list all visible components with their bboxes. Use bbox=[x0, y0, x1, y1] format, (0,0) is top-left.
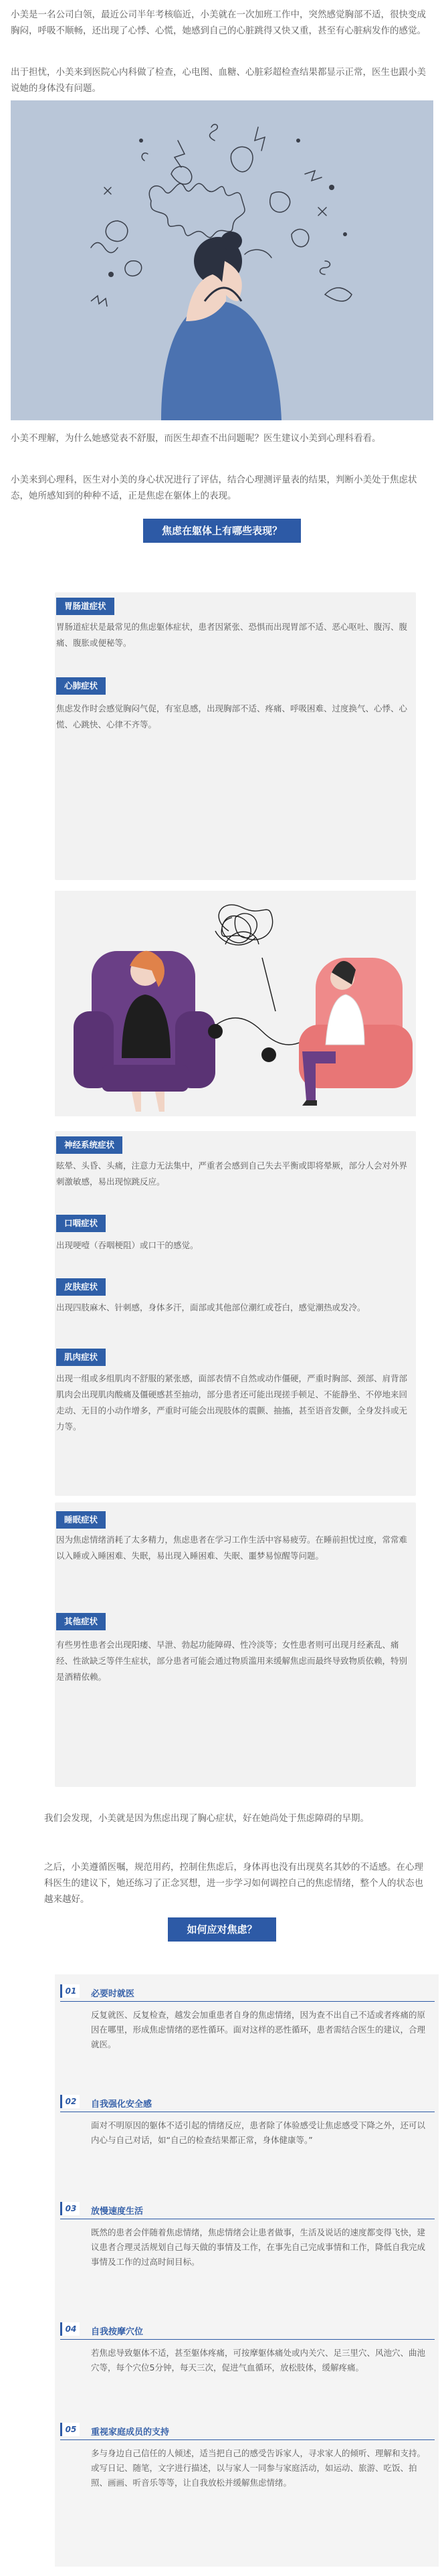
therapy-session-illustration bbox=[55, 891, 416, 1116]
tag-other: 其他症状 bbox=[56, 1613, 106, 1630]
text-muscular: 出现一组或多组肌肉不舒服的紧张感，面部表情不自然或动作僵硬，严重时胸部、颈部、肩背部肌肉会出现肌肉酸痛及僵硬感甚至抽动，部分患者还可能出现搓手顿足、不能静坐、不停地来回走动、无目的小动作增多，严重时可能会出现肢体的震颤、抽搐，甚至语音发颤，全身发抖或无力等。 bbox=[56, 1373, 408, 1432]
tag-gastrointestinal: 胃肠道症状 bbox=[56, 598, 114, 615]
middle-paragraph-1: 我们会发现，小美就是因为焦虑出现了胸心症状，好在她尚处于焦虑障碍的早期。 bbox=[44, 1813, 369, 1824]
text-other: 有些男性患者会出现阳痿、早泄、勃起功能障碍、性冷淡等；女性患者则可出现月经紊乱、痛经、性欲缺乏等伴生症状，部分患者可能会通过物质滥用来缓解焦虑而最终导致物质依赖，特别是酒精依赖。 bbox=[56, 1640, 408, 1682]
tip-number-3: 03 bbox=[60, 2202, 80, 2215]
therapy-illustration-svg bbox=[55, 891, 416, 1116]
tip-text-1: 反复就医、反复检查，越发会加重患者自身的焦虑情绪，因为查不出自己不适或者疼痛的原因在哪里，形成焦虑情绪的恶性循环。面对这样的恶性循环，患者需结合医生的建议，合理就医。 bbox=[91, 2010, 426, 2049]
intro-paragraph-1: 小美是一名公司白领，最近公司半年考核临近，小美就在一次加班工作中，突然感觉胸部不适，很快变成胸闷，呼吸不顺畅，还出现了心悸、心慌，她感到自己的心脏跳得又快又重，甚至有心脏病发作的感觉。 bbox=[11, 9, 426, 36]
section-title-coping: 如何应对焦虑？ bbox=[0, 1917, 444, 1942]
tip-title-4: 自我按摩穴位 bbox=[91, 2327, 144, 2337]
tag-sleep: 睡眠症状 bbox=[56, 1511, 106, 1529]
tag-cardiopulmonary: 心肺症状 bbox=[56, 677, 106, 695]
tag-neurological: 神经系统症状 bbox=[56, 1136, 122, 1154]
tip-text-5: 多与身边自己信任的人倾述，适当把自己的感受告诉家人，寻求家人的倾听、理解和支持。或写日记、随笔，文字进行描述，以与家人一同参与家庭活动，如运动、旅游、吃饭、拍照、画画、听音乐等等，让自我放松并缓解焦虑情绪。 bbox=[91, 2448, 426, 2488]
tip-text-4: 若焦虑导致躯体不适，甚至躯体疼痛，可按摩躯体痛处或内关穴、足三里穴、风池穴、曲池穴等，每个穴位5分钟，每天三次，促进气血循环，放松肢体，缓解疼痛。 bbox=[91, 2348, 426, 2373]
tip-title-3: 放慢速度生活 bbox=[91, 2207, 144, 2217]
intro-paragraph-4: 小美来到心理科，医生对小美的身心状况进行了评估，结合心理测评量表的结果，判断小美处于焦虑状态，她所感知到的种种不适，正是焦虑在躯体上的表现。 bbox=[11, 475, 417, 501]
tip-text-3: 既然的患者会伴随着焦虑情绪，焦虑情绪会让患者做事，生活及说话的速度都变得飞快，建议患者合理灵活规划自己每天做的事情及工作，在事先自己完成事情和工作，降低自我完成事情及工作的过高时间目标。 bbox=[91, 2227, 426, 2267]
tip-title-2: 自我强化安全感 bbox=[91, 2099, 152, 2110]
intro-paragraph-3: 小美不理解，为什么她感觉表不舒服，而医生却查不出问题呢？医生建议小美到心理科看看。 bbox=[11, 433, 381, 444]
tip-text-2: 面对不明原因的躯体不适引起的情绪反应，患者除了体验感受让焦虑感受下降之外，还可以内心与自己对话，如“自己的检查结果都正常，身体健康等。” bbox=[91, 2120, 426, 2145]
text-neurological: 眩晕、头昏、头痛，注意力无法集中，严重者会感到自己失去平衡或即将晕厥，部分人会对外界刺激敏感，易出现惊跳反应。 bbox=[56, 1161, 408, 1187]
tip-divider-4 bbox=[60, 2339, 435, 2340]
anxious-woman-illustration bbox=[11, 100, 433, 420]
tip-number-1: 01 bbox=[60, 1984, 80, 1998]
tip-divider-1 bbox=[60, 2001, 435, 2002]
hero-illustration bbox=[11, 100, 433, 420]
tip-title-5: 重视家庭成员的支持 bbox=[91, 2427, 170, 2437]
tip-divider-5 bbox=[60, 2439, 435, 2440]
tip-title-1: 必要时就医 bbox=[91, 1989, 135, 1999]
tag-oropharyngeal: 口咽症状 bbox=[56, 1215, 106, 1232]
intro-paragraph-2: 出于担忧，小美来到医院心内科做了检查，心电图、血糖、心脏彩超检查结果都显示正常，医生也跟小美说她的身体没有问题。 bbox=[11, 67, 426, 94]
tip-number-2: 02 bbox=[60, 2095, 80, 2108]
tip-number-5: 05 bbox=[60, 2423, 80, 2436]
tag-muscular: 肌肉症状 bbox=[56, 1349, 106, 1366]
tip-number-4: 04 bbox=[60, 2322, 80, 2336]
section-title-symptoms: 焦虑在躯体上有哪些表现？ bbox=[0, 519, 444, 543]
middle-paragraph-2: 之后，小美遵循医嘱，规范用药，控制住焦虑后，身体再也没有出现莫名其妙的不适感。在心理科医生的建议下，她还练习了正念冥想，进一步学习如何调控自己的焦虑情绪，整个人的状态也越来越好。 bbox=[44, 1862, 423, 1905]
text-cardiopulmonary: 焦虑发作时会感觉胸闷气促，有室息感，出现胸部不适、疼痛、呼吸困难、过度换气、心悸、心慌、心跳快、心律不齐等。 bbox=[56, 703, 408, 729]
text-sleep: 因为焦虑情绪消耗了太多精力，焦虑患者在学习工作生活中容易疲劳。在睡前担忧过度，常常难以入睡或入睡困难、失眠，易出现入睡困难、失眠、噩梦易惊醒等问题。 bbox=[56, 1535, 408, 1561]
tag-skin: 皮肤症状 bbox=[56, 1278, 106, 1296]
text-gastrointestinal: 胃肠道症状是最常见的焦虑躯体症状，患者因紧张、恐惧而出现胃部不适、恶心呕吐、腹泻、腹痛、腹胀或便秘等。 bbox=[56, 622, 408, 648]
text-skin: 出现四肢麻木、针刺感，身体多汗，面部或其他部位潮红或苍白，感觉潮热或发冷。 bbox=[56, 1302, 366, 1312]
text-oropharyngeal: 出现哽噎（吞咽梗阻）或口干的感觉。 bbox=[56, 1240, 199, 1250]
